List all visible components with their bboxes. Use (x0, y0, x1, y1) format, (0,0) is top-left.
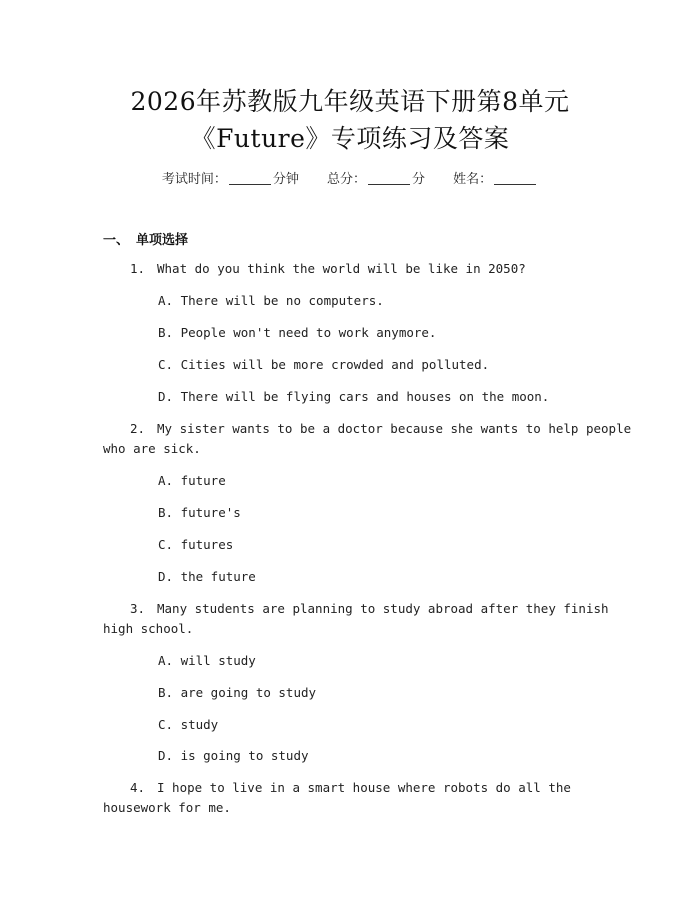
question-2-option-b: B. future's (158, 505, 241, 520)
exam-time-field (162, 168, 299, 187)
question-1-option-c: C. Cities will be more crowded and polluted. (158, 357, 490, 372)
exam-time-blank (229, 172, 271, 185)
question-text: My sister wants to be a doctor because she wants to help people (157, 421, 632, 436)
total-score-label: 总分： (326, 172, 366, 187)
question-2 (103, 419, 632, 459)
question-text-continued: high school. (103, 621, 194, 636)
question-2-option-d: D. the future (158, 569, 256, 584)
question-1 (103, 259, 603, 279)
question-number: 2. (130, 421, 146, 436)
question-number: 3. (130, 601, 146, 616)
question-2-option-a: A. future (158, 473, 226, 488)
question-3-option-a: A. will study (158, 653, 256, 668)
question-text: Many students are planning to study abroad after they finish (157, 601, 609, 616)
section-title: 单项选择 (136, 233, 189, 248)
document-title-line-1: 2026年苏教版九年级英语下册第8单元 (130, 87, 570, 116)
section-number: 一、 (103, 233, 130, 248)
question-3 (103, 599, 609, 639)
question-1-option-d: D. There will be flying cars and houses on the moon. (158, 389, 550, 404)
name-blank (494, 172, 536, 185)
total-score-field (327, 168, 425, 187)
question-number: 4. (130, 780, 146, 795)
exam-info-line (0, 168, 700, 187)
exam-time-label: 考试时间： (161, 172, 227, 187)
exam-time-unit: 分钟 (272, 172, 299, 187)
question-3-option-c: C. study (158, 717, 219, 732)
question-text-continued: housework for me. (103, 800, 231, 815)
question-2-option-c: C. futures (158, 537, 234, 552)
question-3-option-b: B. are going to study (158, 685, 317, 700)
name-field (453, 168, 538, 187)
question-text: What do you think the world will be like in 2050? (157, 261, 526, 276)
question-number: 1. (130, 261, 146, 276)
document-title-line-2: 《Future》专项练习及答案 (190, 124, 510, 153)
question-text-continued: who are sick. (103, 441, 201, 456)
section-heading (103, 229, 188, 248)
question-1-option-a: A. There will be no computers. (158, 293, 384, 308)
question-3-option-d: D. is going to study (158, 748, 309, 763)
name-label: 姓名： (453, 172, 493, 187)
question-1-option-b: B. People won't need to work anymore. (158, 325, 437, 340)
question-4 (103, 778, 603, 818)
question-text: I hope to live in a smart house where robots do all the (157, 780, 571, 795)
total-score-blank (368, 172, 410, 185)
total-score-unit: 分 (412, 172, 426, 187)
